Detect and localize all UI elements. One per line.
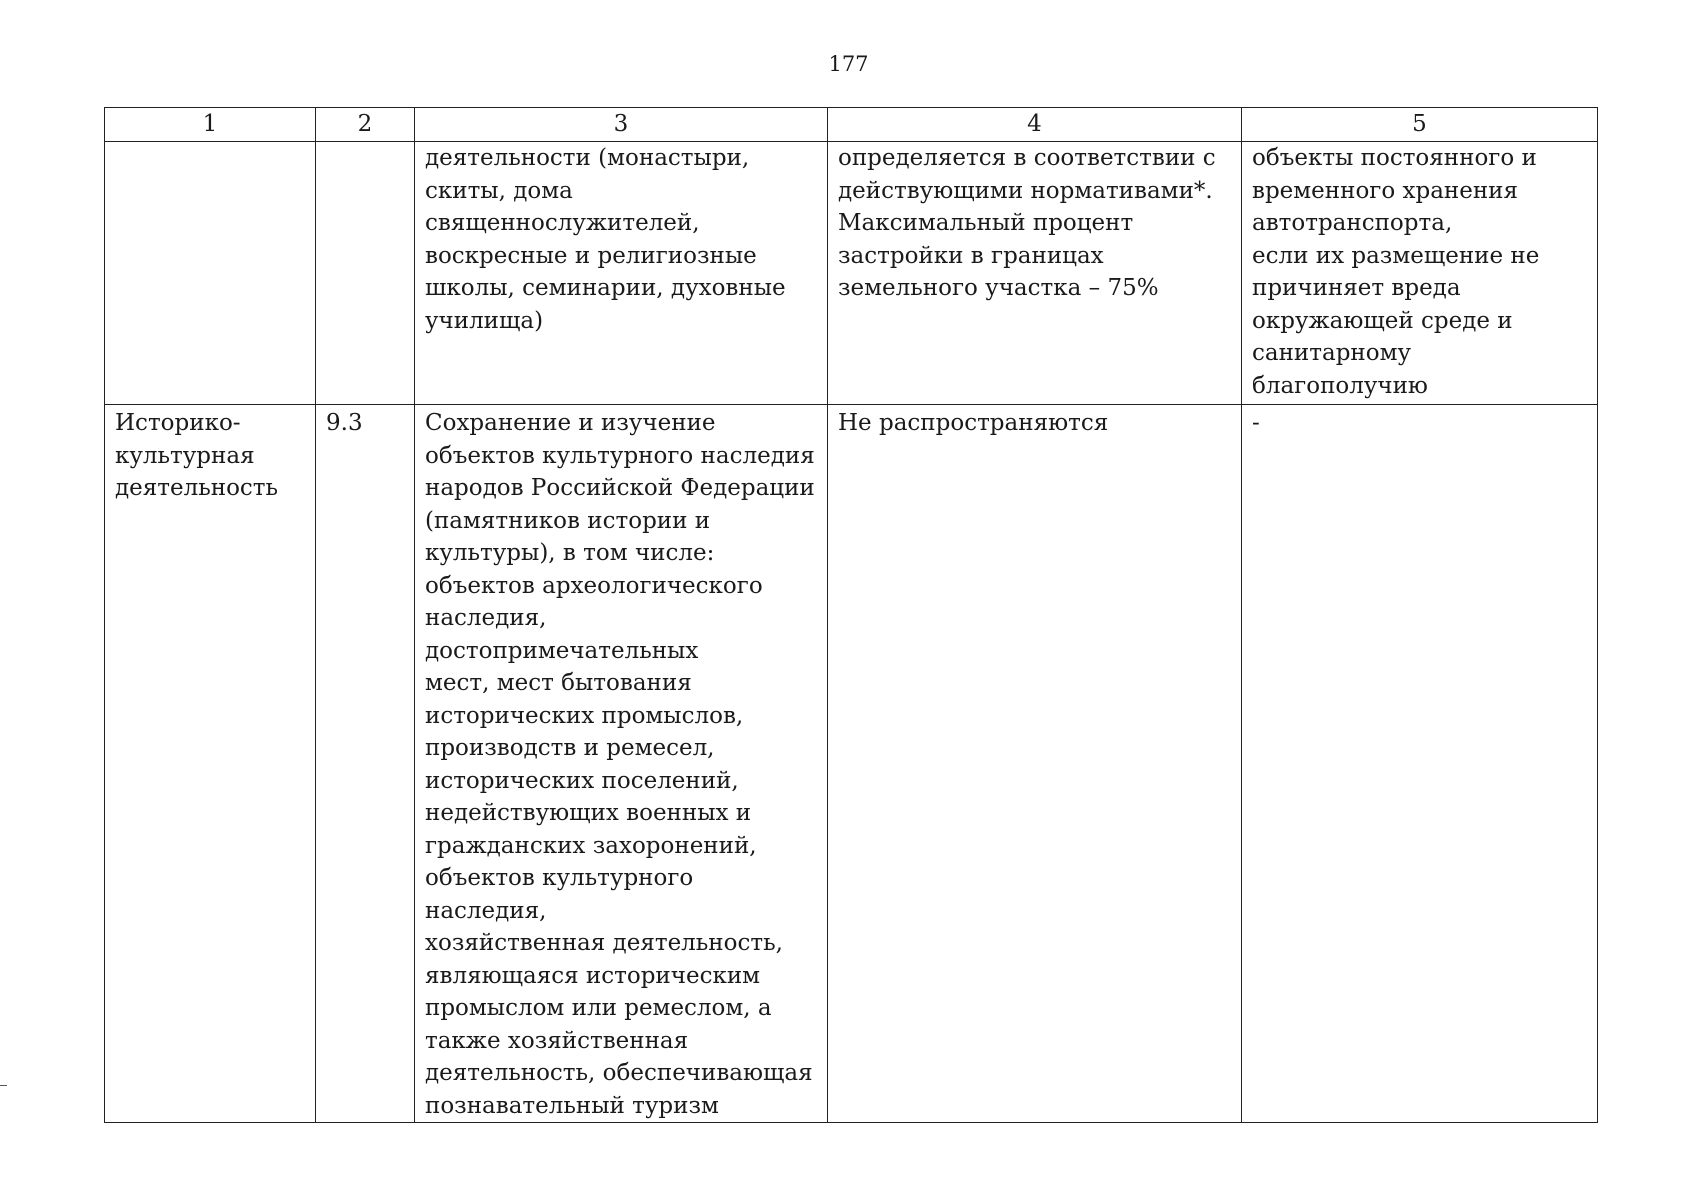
table-row [105,405,1598,1123]
table-row [105,142,1598,405]
column-header-1: 1 [105,108,316,142]
cell-activity-description: Сохранение и изучение объектов культурного наследия народов Российской Федерации (памятников истории и культуры), в том числе: объектов археологического наследия, достопримечательных мест, мест бытования исторических промыслов, производств и ремесел, исторических поселений, недействующих военных и гражданских захоронений, объектов культурного наследия, хозяйственная деятельность, являющаяся историческим промыслом или ремеслом, а также хозяйственная деятельность, обеспечивающая познавательный туризм [415,405,828,1123]
cell-activity-name: Историко- культурная деятельность [105,405,316,1123]
cell-activity-code [316,142,415,405]
cell-activity-description: деятельности (монастыри, скиты, дома священнослужителей, воскресные и религиозные школы, семинарии, духовные училища) [415,142,828,405]
cell-parameters: определяется в соответствии с действующими нормативами*. Максимальный процент застройки в границах земельного участка – 75% [828,142,1242,405]
column-header-3: 3 [415,108,828,142]
table-header-row [105,108,1598,142]
column-header-5: 5 [1242,108,1598,142]
zoning-table [104,107,1598,1123]
cell-activity-name [105,142,316,405]
scan-margin-mark [0,1085,7,1086]
cell-parameters: Не распространяются [828,405,1242,1123]
column-header-2: 2 [316,108,415,142]
cell-auxiliary-uses: объекты постоянного и временного хранения автотранспорта, если их размещение не причиняет вреда окружающей среде и санитарному благополучию [1242,142,1598,405]
column-header-4: 4 [828,108,1242,142]
cell-activity-code: 9.3 [316,405,415,1123]
page-number: 177 [828,52,869,76]
cell-auxiliary-uses: - [1242,405,1598,1123]
